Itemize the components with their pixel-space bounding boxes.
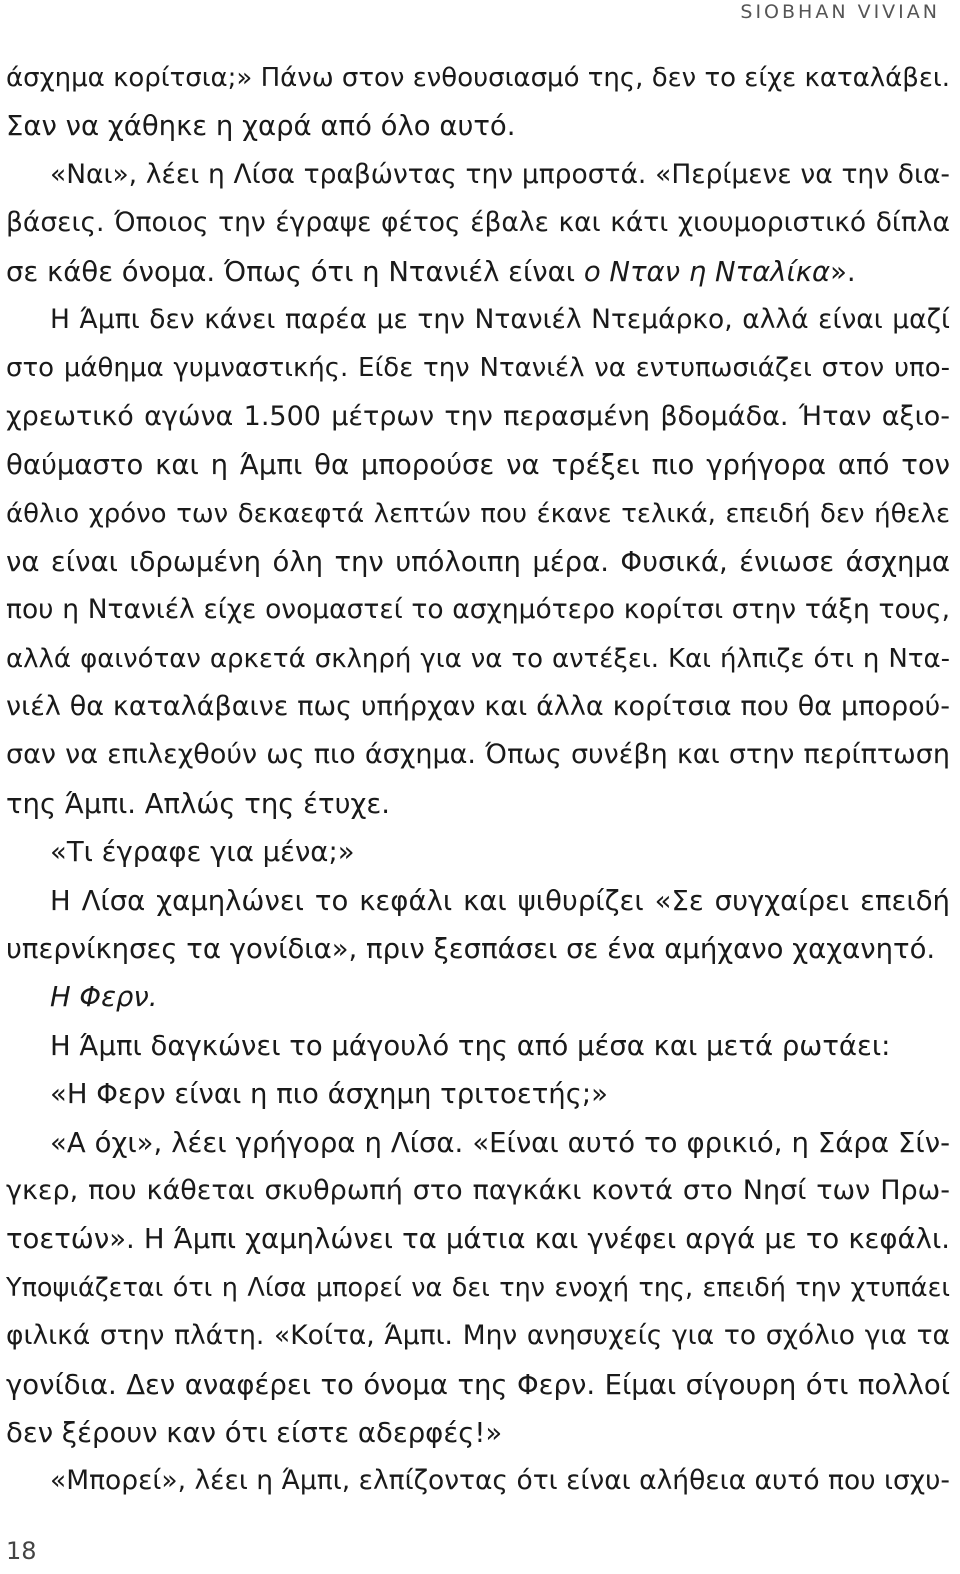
text-line: αλλά φαινόταν αρκετά σκληρή για να το αντέξει. Και ήλπιζε ότι η Ντα-: [6, 643, 950, 674]
text-line: φιλικά στην πλάτη. «Κοίτα, Άμπι. Μην ανησυχείς για το σχόλιο για τα: [6, 1320, 950, 1352]
text-line: στο μάθημα γυμναστικής. Είδε την Ντανιέλ να εντυπωσιάζει στον υπο-: [6, 353, 950, 384]
text-line: σαν να επιλεχθούν ως πιο άσχημα. Όπως συνέβη και στην περίπτωση: [6, 739, 950, 771]
text-line: Η Άμπι δαγκώνει το μάγουλό της από μέσα και μετά ρωτάει:: [50, 1029, 891, 1062]
text-line: [6, 973, 950, 1021]
text-line: που η Ντανιέλ είχε ονομαστεί το ασχημότερο κορίτσι στην τάξη τους,: [6, 594, 950, 626]
text-line: υπερνίκησες τα γονίδια», πριν ξεσπάσει σε ένα αμήχανο χαχανητό.: [6, 933, 936, 966]
text-line: θαύμαστο και η Άμπι θα μπορούσε να τρέξει πιο γρήγορα από τον: [6, 449, 950, 482]
text-line: «Η Φερν είναι η πιο άσχημη τριτοετής;»: [50, 1078, 608, 1111]
italic-run: Η Φερν.: [50, 981, 158, 1014]
text-line: Η Λίσα χαμηλώνει το κεφάλι και ψιθυρίζει «Σε συγχαίρει επειδή: [50, 884, 950, 917]
text-line: «Μπορεί», λέει η Άμπι, ελπίζοντας ότι είναι αλήθεια αυτό που ισχυ-: [50, 1465, 950, 1497]
text-line: «Ναι», λέει η Λίσα τραβώντας την μπροστά. «Περίμενε να την δια-: [50, 158, 950, 190]
text-line: άσχημα κορίτσια;» Πάνω στον ενθουσιασμό της, δεν το είχε καταλάβει.: [6, 63, 950, 93]
text-line: να είναι ιδρωμένη όλη την υπόλοιπη μέρα. Φυσικά, ένιωσε άσχημα: [6, 545, 950, 578]
text-run: ».: [830, 255, 856, 288]
text-line: Υποψιάζεται ότι η Λίσα μπορεί να δει την ενοχή της, επειδή την χτυπάει: [6, 1272, 950, 1303]
text-line: [6, 248, 950, 296]
text-line: «Τι έγραφε για μένα;»: [50, 836, 355, 869]
text-line: γκερ, που κάθεται σκυθρωπή στο παγκάκι κοντά στο Νησί των Πρω-: [6, 1174, 950, 1206]
running-header: SIOBHAN VIVIAN: [740, 1, 940, 23]
page-number: 18: [6, 1537, 37, 1565]
text-run: σε κάθε όνομα. Όπως ότι η Ντανιέλ είναι: [6, 255, 584, 288]
text-line: νιέλ θα καταλάβαινε πως υπήρχαν και άλλα κορίτσια που θα μπορού-: [6, 691, 950, 723]
text-line: δεν ξέρουν καν ότι είστε αδερφές!»: [6, 1416, 503, 1449]
text-line: της Άμπι. Απλώς της έτυχε.: [6, 787, 390, 820]
italic-run: ο Νταν η Νταλίκα: [583, 255, 831, 288]
text-line: Σαν να χάθηκε η χαρά από όλο αυτό.: [6, 110, 516, 143]
text-line: Η Άμπι δεν κάνει παρέα με την Ντανιέλ Ντεμάρκο, αλλά είναι μαζί: [50, 303, 950, 335]
page-body: [6, 54, 950, 1506]
text-line: «Α όχι», λέει γρήγορα η Λίσα. «Είναι αυτό το φρικιό, η Σάρα Σίν-: [50, 1126, 950, 1159]
text-line: γονίδια. Δεν αναφέρει το όνομα της Φερν. Είμαι σίγουρη ότι πολλοί: [6, 1368, 950, 1401]
text-line: άθλιο χρόνο των δεκαεφτά λεπτών που έκανε τελικά, επειδή δεν ήθελε: [6, 498, 950, 529]
text-line: τοετών». Η Άμπι χαμηλώνει τα μάτια και γνέφει αργά με το κεφάλι.: [6, 1223, 950, 1256]
text-line: χρεωτικό αγώνα 1.500 μέτρων την περασμένη βδομάδα. Ήταν αξιο-: [6, 400, 950, 432]
text-line: βάσεις. Όποιος την έγραψε φέτος έβαλε και κάτι χιουμοριστικό δίπλα: [6, 207, 950, 239]
